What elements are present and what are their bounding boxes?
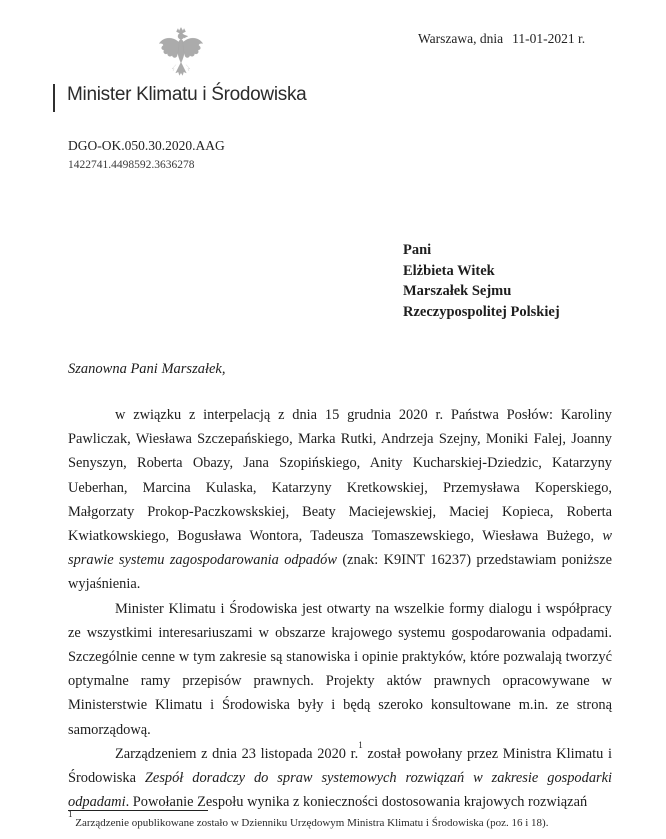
- sender-title: Minister Klimatu i Środowiska: [67, 84, 307, 105]
- letter-date: 11-01-2021 r.: [512, 31, 586, 46]
- letter-body: [68, 403, 612, 814]
- recipient-block: [403, 240, 560, 322]
- paragraph-2: Minister Klimatu i Środowiska jest otwarty na wszelkie formy dialogu i współpracy ze wszystkimi interesariuszami w obszarze krajowego systemu gospodarowania odpadami. Szczególnie cenne w tym zakresie są stanowiska i opinie praktyków, które pozwalają tworzyć optymalne ramy przepisów prawnych. Projekty aktów prawnych opracowywane w Ministerstwie Klimatu i Środowiska były i będą szeroko konsultowane m.in. ze stroną samorządową.: [68, 600, 612, 738]
- recipient-line-salutation: Pani: [403, 242, 432, 258]
- recipient-line-role: Marszałek Sejmu: [403, 283, 512, 299]
- document-id: 1422741.4498592.3636278: [68, 159, 195, 171]
- footnote-text: Zarządzenie opublikowane zostało w Dzienniku Urzędowym Ministra Klimatu i Środowiska (poz. 16 i 18).: [72, 817, 549, 829]
- footnote-separator: [68, 810, 208, 811]
- place-date-line: [418, 31, 585, 47]
- p3-text: Zarządzeniem z dnia 23 listopada 2020 r.: [115, 745, 359, 762]
- reference-number: DGO-OK.050.30.2020.AAG: [68, 138, 225, 153]
- p3-footnote-marker: 1: [358, 740, 363, 751]
- p1-text-end: (znak: K9INT 16237) przedstawiam poniższe wyjaśnienia.: [68, 552, 612, 593]
- place-label: Warszawa, dnia: [418, 31, 504, 46]
- footnote: [68, 809, 624, 830]
- footnote-marker: 1: [68, 809, 73, 820]
- salutation: Szanowna Pani Marszałek,: [68, 361, 226, 377]
- paragraph-1: [68, 403, 612, 597]
- recipient-line-name: Elżbieta Witek: [403, 262, 495, 279]
- paragraph-3: [68, 742, 612, 815]
- text-cursor: [53, 84, 55, 112]
- p3-text-mid: został powołany przez Ministra Klimatu i Środowiska: [68, 745, 612, 787]
- p3-text-end: . Powołanie Zespołu wynika z konieczności dostosowania krajowych rozwiązań: [125, 794, 588, 811]
- polish-eagle-emblem-icon: [158, 26, 204, 84]
- recipient-line-institution: Rzeczypospolitej Polskiej: [403, 303, 560, 320]
- p1-italic-subject: w sprawie systemu zagospodarowania odpadów: [68, 528, 612, 569]
- p1-text: w związku z interpelacją z dnia 15 grudnia 2020 r. Państwa Posłów: Karoliny Pawliczak, Wiesława Szczepańskiego, Marka Rutki, Andrzeja Szejny, Moniki Falej, Joanny Senyszyn, Roberta Obazy, Jana Szopińskiego, Anity Kucharskiej-Dziedzic, Katarzyny Ueberhan, Marcina Kulaska, Katarzyny Kretkowskiej, Przemysława Koperskiego, Małgorzaty Prokop-Paczkowskskiej, Beaty Maciejewskiej, Maciej Kopieca, Roberta Kwiatkowskiego, Bogusława Wontora, Tadeusza Tomaszewskiego, Wiesława Bużego,: [68, 407, 612, 545]
- p3-italic-team-name: Zespół doradczy do spraw systemowych rozwiązań w zakresie gospodarki odpadami: [68, 770, 613, 811]
